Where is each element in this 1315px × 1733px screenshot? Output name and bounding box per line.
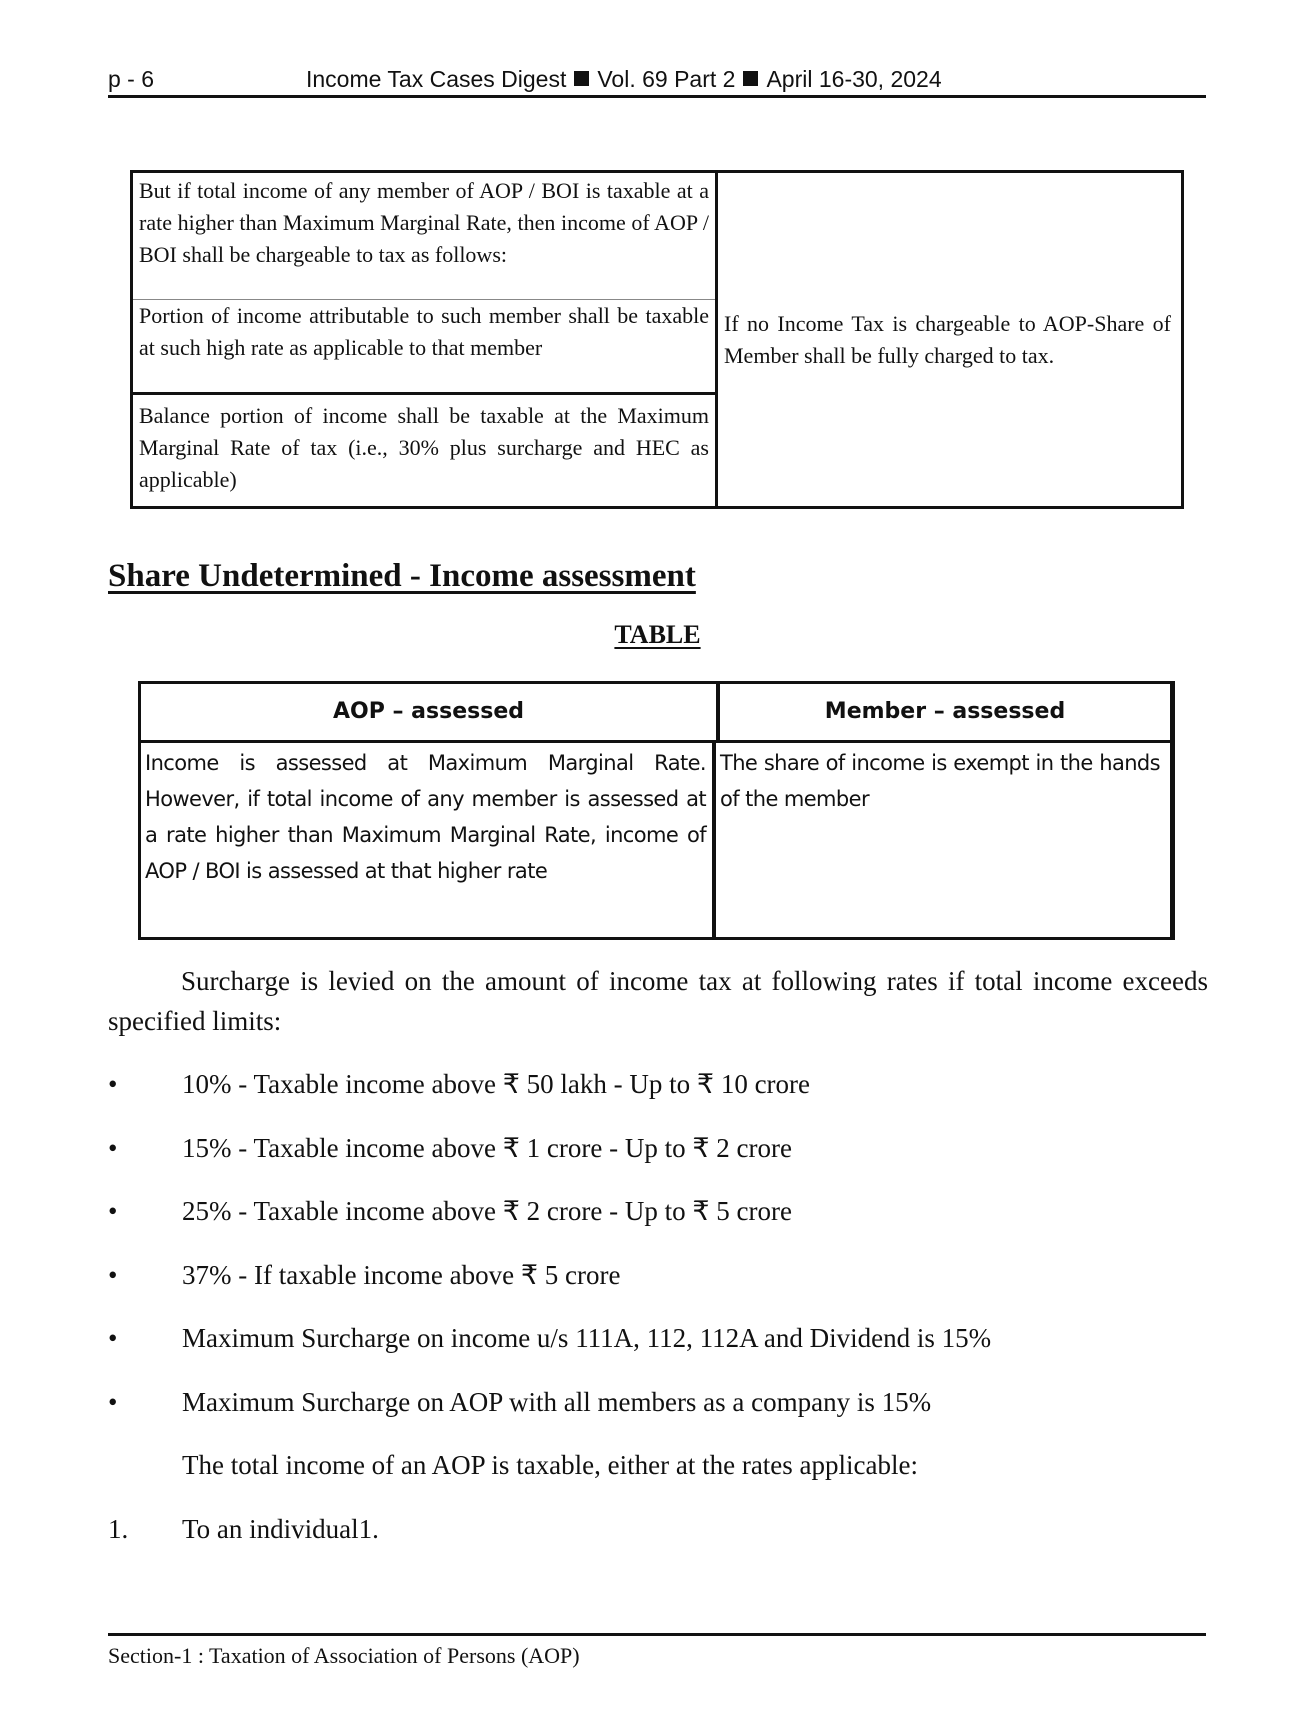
- column-header-aop: AOP – assessed: [141, 684, 720, 740]
- bullet-icon: •: [108, 1196, 118, 1226]
- square-separator-icon: [574, 71, 589, 86]
- issue-date: April 16-30, 2024: [766, 66, 942, 92]
- column-header-member: Member – assessed: [824, 699, 1066, 724]
- bullet-icon: •: [108, 1260, 118, 1290]
- bullet-icon: •: [108, 1323, 118, 1353]
- volume: Vol. 69 Part 2: [597, 66, 736, 92]
- table-header-row: [141, 684, 1170, 743]
- table-cell-aop: Income is assessed at Maximum Marginal Rate. However, if total income of any member is assessed at a rate higher than Maximum Marginal Rate, income of AOP / BOI is assessed at that higher rate: [141, 743, 716, 937]
- header-rule: [108, 95, 1206, 98]
- section-heading: Share Undetermined - Income assessment: [108, 558, 696, 594]
- table1-right-cell: [718, 173, 1181, 506]
- aop-tax-rate-table: [130, 170, 1184, 509]
- bullet-icon: •: [108, 1133, 118, 1163]
- table-row: [141, 743, 1170, 937]
- table1-cell: Portion of income attributable to such member shall be taxable at such high rate as applicable to that member: [133, 300, 715, 395]
- footer-section-label: Section-1 : Taxation of Association of Persons (AOP): [108, 1643, 580, 1668]
- table-cell-member: The share of income is exempt in the hands of the member: [720, 751, 1160, 811]
- table1-left-column: [133, 173, 718, 506]
- assessment-table: [138, 681, 1175, 940]
- table1-cell: Balance portion of income shall be taxable at the Maximum Marginal Rate of tax (i.e., 30% plus surcharge and HEC as applicable): [139, 403, 709, 492]
- surcharge-intro-paragraph: Surcharge is levied on the amount of income tax at following rates if total income exceeds specified limits:: [108, 966, 1208, 1036]
- table1-right-text: If no Income Tax is chargeable to AOP-Share of Member shall be fully charged to tax.: [724, 310, 1171, 368]
- table1-cell: But if total income of any member of AOP / BOI is taxable at a rate higher than Maximum Marginal Rate, then income of AOP / BOI shall be chargeable to tax as follows:: [133, 175, 715, 300]
- square-separator-icon: [743, 71, 758, 86]
- running-header: [108, 64, 1206, 98]
- page-number: p - 6: [108, 66, 155, 92]
- bullet-icon: •: [108, 1387, 118, 1417]
- publication-name: Income Tax Cases Digest: [306, 66, 567, 92]
- footer-rule: [108, 1633, 1206, 1636]
- header-title: [306, 66, 942, 93]
- list-number: 1.: [108, 1514, 129, 1544]
- bullet-icon: •: [108, 1069, 118, 1099]
- table-caption: TABLE: [614, 620, 701, 649]
